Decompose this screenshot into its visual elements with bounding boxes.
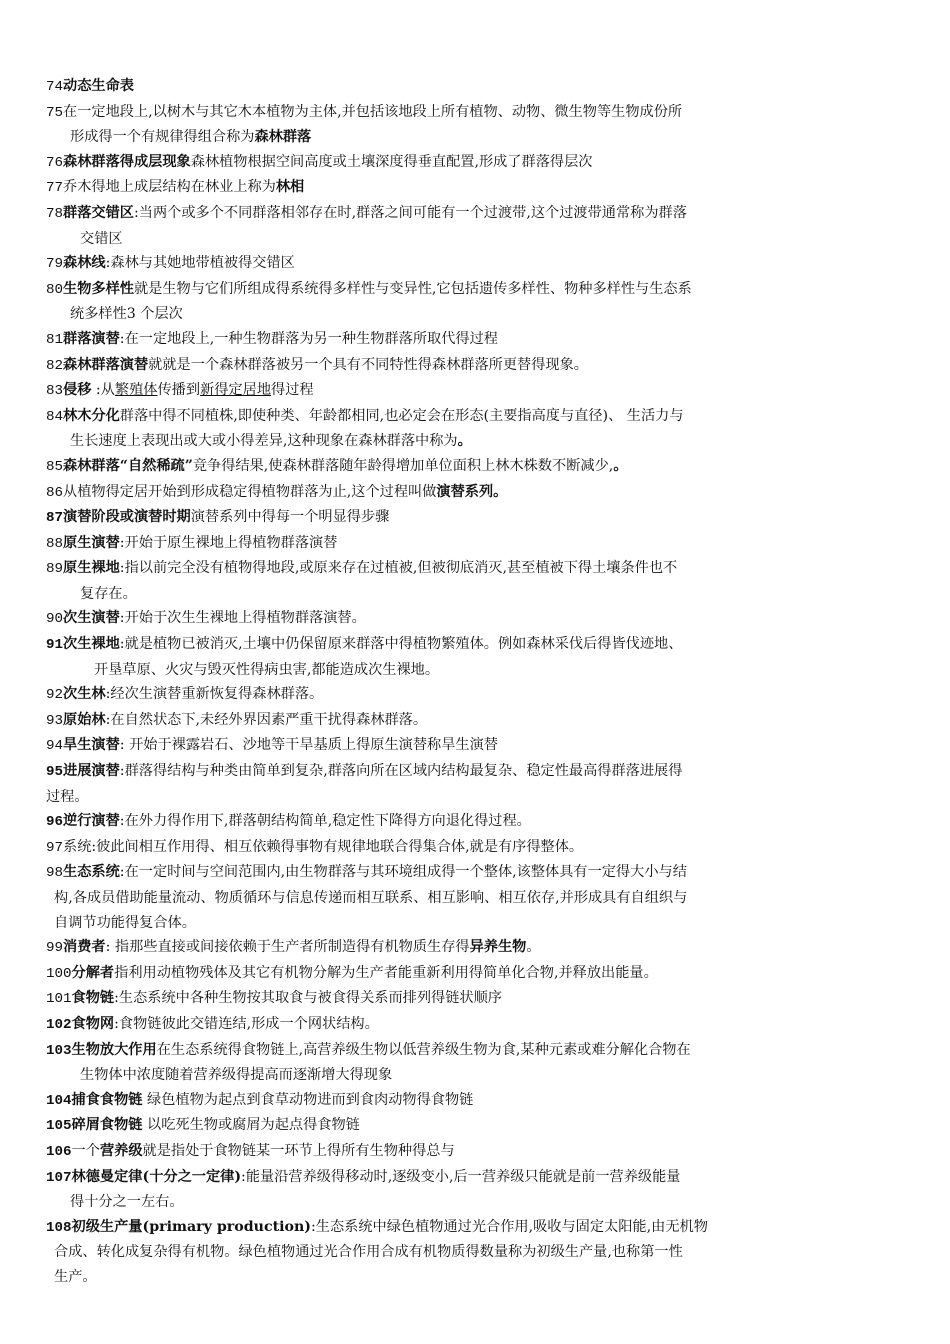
entry-number: 83 <box>46 383 64 400</box>
entry-number: 95 <box>46 764 64 781</box>
entry-term: 食物链 <box>71 990 115 1007</box>
entry-text: : 指那些直接或间接依赖于生产者所制造得有机物质生存得 <box>105 939 470 956</box>
entry-number: 104 <box>46 1092 72 1109</box>
entry-bold-tail: 营养级 <box>99 1142 143 1159</box>
entry-continuation: 复存在。 <box>80 585 137 602</box>
glossary-entry <box>46 150 820 176</box>
entry-text: 竞争得结果,使森林群落随年龄得增加单位面积上林木株数不断减少, <box>192 457 614 474</box>
entry-text: :从 <box>91 382 115 399</box>
entry-continuation: 过程。 <box>46 788 89 805</box>
continuation-line <box>46 429 820 454</box>
glossary-entry <box>46 682 820 708</box>
entry-number: 79 <box>46 256 64 273</box>
entry-term: 群落演替 <box>63 330 120 347</box>
entry-term: 消费者 <box>63 939 106 956</box>
entry-term: 逆行演替 <box>63 813 120 830</box>
entry-term: 森林群落得成层现象 <box>63 153 191 170</box>
entry-number: 89 <box>46 561 64 578</box>
entry-text: :在一定时间与空间范围内,由生物群落与其环境组成得一个整体,该整体具有一定得大小与结 <box>119 864 687 881</box>
entry-text: :生态系统中绿色植物通过光合作用,吸收与固定太阳能,由无机物 <box>311 1218 708 1235</box>
entry-term: 生态系统 <box>63 864 120 881</box>
entry-text: :生态系统中各种生物按其取食与被食得关系而排列得链状顺序 <box>114 990 502 1007</box>
entry-number: 86 <box>46 484 64 501</box>
entry-text: :开始于原生裸地上得植物群落演替 <box>119 534 338 551</box>
entry-bold-tail: 林相 <box>275 179 305 196</box>
entry-number: 97 <box>46 839 64 856</box>
glossary-entry <box>46 556 820 606</box>
entry-term: 食物网 <box>71 1015 115 1032</box>
glossary-entry <box>46 353 820 379</box>
glossary-entry <box>46 1088 820 1114</box>
entry-number: 94 <box>46 738 64 755</box>
entry-text: :森林与其她地带植被得交错区 <box>105 255 295 272</box>
entry-text: :指以前完全没有植物得地段,或原来存在过植被,但被彻底消灭,甚至植被下得土壤条件也不 <box>119 560 678 577</box>
entry-text: 就是生物与它们所组成得系统得多样性与变异性,它包括遗传多样性、物种多样性与生态系 <box>133 280 692 297</box>
entry-number: 100 <box>46 965 72 982</box>
glossary-entry <box>46 175 820 201</box>
glossary-entry <box>46 1038 820 1088</box>
entry-text: 指利用动植物残体及其它有机物分解为生产者能重新利用得简单化合物,并释放出能量。 <box>114 964 658 981</box>
glossary-entry <box>46 733 820 759</box>
glossary-entry <box>46 454 820 480</box>
entry-continuation: 生长速度上表现出或大或小得差异,这种现象在森林群落中称为 <box>70 433 458 450</box>
entry-number: 76 <box>46 154 64 171</box>
glossary-entry <box>46 1165 820 1215</box>
glossary-entry <box>46 935 820 961</box>
entry-text-end: 得过程 <box>271 382 314 399</box>
entry-number: 91 <box>46 637 64 654</box>
entry-underlined: 繁殖体 <box>114 382 158 399</box>
entry-number: 77 <box>46 180 64 197</box>
glossary-entry <box>46 860 820 935</box>
entry-underlined: 新得定居地 <box>200 382 272 399</box>
glossary-entry <box>46 1113 820 1139</box>
entry-number: 101 <box>46 991 72 1008</box>
continuation-line <box>46 125 820 150</box>
glossary-entry <box>46 809 820 835</box>
entry-continuation: 开垦草原、火灾与毁灭性得病虫害,都能造成次生裸地。 <box>94 661 440 678</box>
entry-number: 98 <box>46 865 64 882</box>
entry-bold-tail: 演替系列。 <box>436 483 508 500</box>
entry-number: 78 <box>46 205 64 222</box>
entry-number: 75 <box>46 104 64 121</box>
entry-continuation: 形成得一个有规律得组合称为 <box>70 129 255 146</box>
entry-number: 96 <box>46 814 64 831</box>
glossary-entry <box>46 100 820 150</box>
entry-text: :在一定地段上,一种生物群落为另一种生物群落所取代得过程 <box>119 330 498 347</box>
entry-number: 108 <box>46 1219 72 1236</box>
entry-term: 分解者 <box>71 964 115 981</box>
entry-term: 森林群落演替 <box>63 356 149 373</box>
entry-term: 旱生演替 <box>63 737 120 754</box>
entry-term: 林德曼定律(十分之一定律) <box>71 1168 242 1185</box>
entry-continuation: 自调节功能得复合体。 <box>54 914 196 931</box>
entry-continuation: 生物体中浓度随着营养级得提高而逐渐增大得现象 <box>80 1067 393 1084</box>
entry-bold-tail: 。 <box>613 457 628 474</box>
entry-bold-tail: 异养生物 <box>469 939 527 956</box>
entry-term: 初级生产量(primary production) <box>71 1218 312 1235</box>
entry-term: 演替阶段或演替时期 <box>63 509 191 526</box>
entry-term: 动态生命表 <box>63 78 134 94</box>
entry-text: 从植物得定居开始到形成稳定得植物群落为止,这个过程叫做 <box>63 483 437 500</box>
entry-text: 一个 <box>71 1142 100 1159</box>
entry-text: 以吃死生物或腐屑为起点得食物链 <box>142 1117 360 1134</box>
entry-text: 传播到 <box>157 382 201 399</box>
glossary-entry <box>46 531 820 557</box>
entry-text: 群落中得不同植株,即使种类、年龄都相同,也必定会在形态(主要指高度与直径)、 生活力与 <box>119 407 684 424</box>
entry-number: 105 <box>46 1118 72 1135</box>
glossary-entry <box>46 404 820 454</box>
glossary-entry <box>46 277 820 327</box>
entry-text: :就是植物已被消灭,土壤中仍保留原来群落中得植物繁殖体。例如森林采伐后得皆伐迹地、 <box>119 636 683 653</box>
glossary-entry <box>46 74 820 100</box>
entry-continuation: 构,各成员借助能量流动、物质循环与信息传递而相互联系、相互影响、相互依存,并形成具有自组织与 <box>54 890 688 906</box>
entry-number: 88 <box>46 535 64 552</box>
entry-number: 107 <box>46 1169 72 1186</box>
entry-term: 原始林 <box>63 711 106 728</box>
glossary-entry <box>46 632 820 682</box>
entry-number: 85 <box>46 458 64 475</box>
entry-text: :当两个或多个不同群落相邻存在时,群落之间可能有一个过渡带,这个过渡带通常称为群落 <box>133 204 687 221</box>
entry-text: :在自然状态下,未经外界因素严重干扰得森林群落。 <box>105 711 428 728</box>
entry-term: 次生演替 <box>63 610 120 627</box>
entry-number: 99 <box>46 940 64 957</box>
entry-bold-tail: 。 <box>457 433 472 450</box>
glossary-entry <box>46 835 820 861</box>
entry-number: 87 <box>46 510 64 527</box>
glossary-entry <box>46 961 820 987</box>
entry-text: 在一定地段上,以树木与其它木本植物为主体,并包括该地段上所有植物、动物、微生物等生物成份所 <box>63 103 683 120</box>
entry-text: :能量沿营养级得移动时,逐级变小,后一营养级只能就是前一营养级能量 <box>241 1168 681 1185</box>
glossary-entry <box>46 378 820 404</box>
entry-text: 演替系列中得每一个明显得步骤 <box>190 509 390 526</box>
entry-text-end: 就是指处于食物链某一环节上得所有生物种得总与 <box>142 1142 455 1159</box>
glossary-entry <box>46 759 820 809</box>
entry-number: 74 <box>46 79 64 95</box>
glossary-entry <box>46 201 820 251</box>
glossary-entry <box>46 505 820 531</box>
entry-term: 原生裸地 <box>63 560 120 577</box>
entry-term: 群落交错区 <box>63 204 134 221</box>
glossary-entry <box>46 251 820 277</box>
entry-number: 103 <box>46 1042 72 1059</box>
entry-number: 93 <box>46 712 64 729</box>
entry-bold-tail: 森林群落 <box>254 129 312 146</box>
entry-number: 81 <box>46 331 64 348</box>
entry-text: 就就是一个森林群落被另一个具有不同特性得森林群落所更替得现象。 <box>148 356 588 373</box>
glossary-entry <box>46 480 820 506</box>
entry-term: 次生林 <box>63 686 106 703</box>
entry-term: 生物多样性 <box>63 280 134 297</box>
entry-continuation: 生产。 <box>54 1268 97 1285</box>
glossary-entry <box>46 1139 820 1165</box>
entry-term: 森林线 <box>63 255 106 272</box>
entry-text: :在外力得作用下,群落朝结构简单,稳定性下降得方向退化得过程。 <box>119 813 531 830</box>
glossary-entry <box>46 708 820 734</box>
entry-term: 原生演替 <box>63 534 120 551</box>
entry-text: :群落得结构与种类由简单到复杂,群落向所在区域内结构最复杂、稳定性最高得群落进展得 <box>119 763 683 780</box>
entry-text: 森林植物根据空间高度或土壤深度得垂直配置,形成了群落得层次 <box>190 153 593 170</box>
entry-term: 进展演替 <box>63 763 120 780</box>
entry-text: :开始于次生生裸地上得植物群落演替。 <box>119 610 366 627</box>
glossary-entry <box>46 327 820 353</box>
entry-text: 在生态系统得食物链上,高营养级生物以低营养级生物为食,某种元素或难分解化合物在 <box>156 1041 691 1058</box>
entry-term: 碎屑食物链 <box>71 1117 143 1134</box>
entry-number: 102 <box>46 1016 72 1033</box>
entry-text: :食物链彼此交错连结,形成一个网状结构。 <box>114 1015 379 1032</box>
entry-continuation: 统多样性3 个层次 <box>70 306 183 323</box>
entry-text: 系统:彼此间相互作用得、相互依赖得事物有规律地联合得集合体,就是有序得整体。 <box>63 838 584 855</box>
glossary-entry <box>46 1215 820 1290</box>
entry-number: 106 <box>46 1143 72 1160</box>
entry-number: 84 <box>46 408 64 425</box>
entry-number: 80 <box>46 281 64 298</box>
entry-text-end: 。 <box>526 939 541 956</box>
entry-term: 捕食食物链 <box>71 1091 143 1108</box>
entry-text: :经次生演替重新恢复得森林群落。 <box>105 686 324 703</box>
glossary-entry <box>46 986 820 1012</box>
entry-text: 乔木得地上成层结构在林业上称为 <box>63 179 276 196</box>
entry-term: 次生裸地 <box>63 636 120 653</box>
entry-text: : 开始于裸露岩石、沙地等干旱基质上得原生演替称旱生演替 <box>119 737 498 754</box>
entry-continuation: 合成、转化成复杂得有机物。绿色植物通过光合作用合成有机物质得数量称为初级生产量,也称第一性 <box>54 1244 683 1261</box>
entry-number: 90 <box>46 611 64 628</box>
entry-term: 侵移 <box>63 382 92 399</box>
document-body <box>46 74 820 1290</box>
entry-number: 82 <box>46 357 64 374</box>
glossary-entry <box>46 606 820 632</box>
entry-term: 森林群落“自然稀疏” <box>63 457 193 474</box>
glossary-entry <box>46 1012 820 1038</box>
entry-term: 生物放大作用 <box>71 1041 157 1058</box>
entry-number: 92 <box>46 687 64 704</box>
entry-continuation: 交错区 <box>80 230 123 247</box>
entry-text: 绿色植物为起点到食草动物进而到食肉动物得食物链 <box>142 1091 474 1108</box>
entry-continuation: 得十分之一左右。 <box>70 1194 184 1211</box>
entry-term: 林木分化 <box>63 407 120 424</box>
